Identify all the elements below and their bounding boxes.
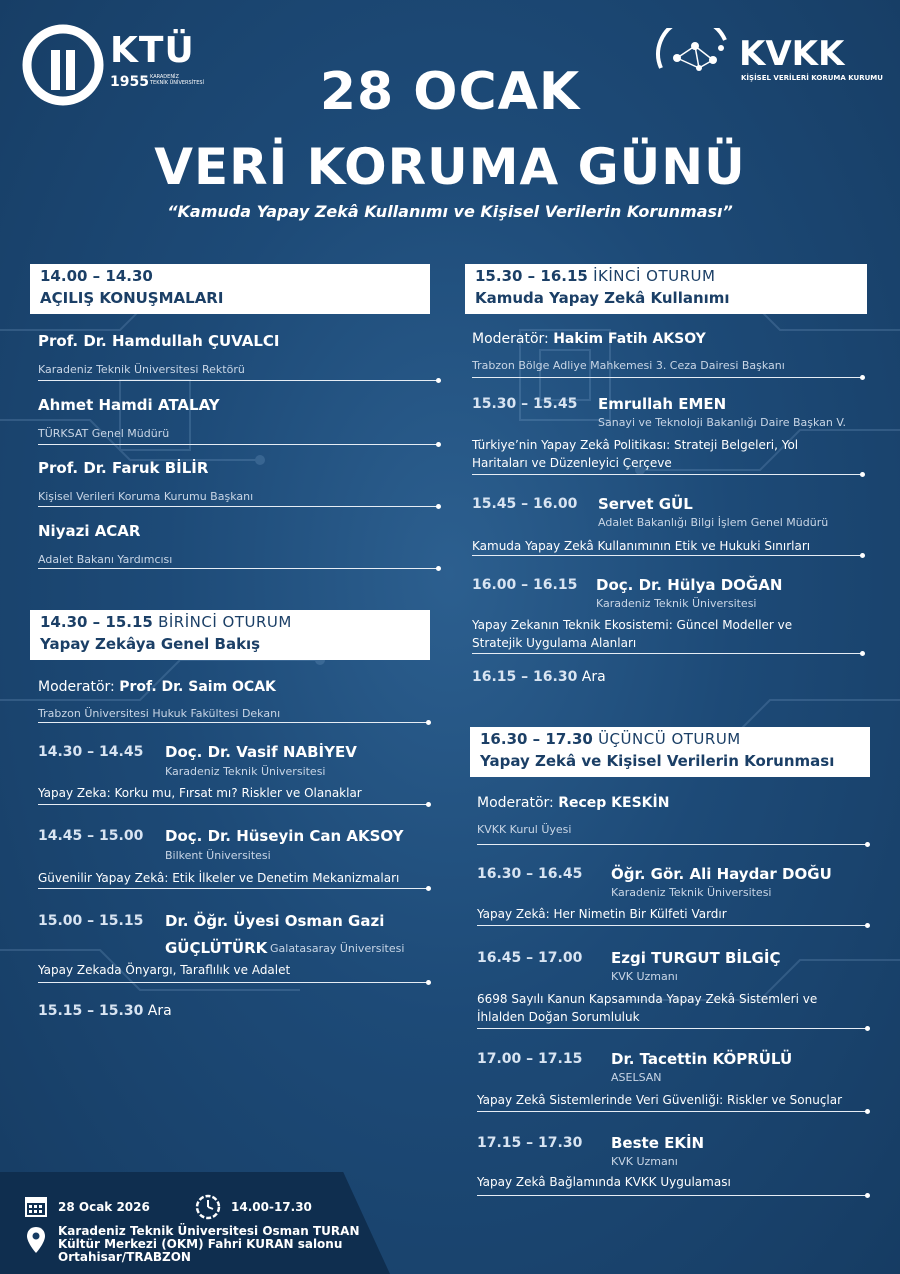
session1-break: 15.15 – 15.30 Ara: [38, 1003, 172, 1019]
location-pin-icon: [26, 1226, 46, 1254]
s3-talk1-topic: Yapay Zekâ: Her Nimetin Bir Külfeti Vardır: [477, 907, 727, 921]
s1-talk1-aff: Karadeniz Teknik Üniversitesi: [165, 765, 326, 778]
session3-header: [470, 727, 870, 777]
session2-label: İKİNCİ OTURUM: [593, 267, 716, 285]
session1-time: 14.30 – 15.15: [40, 613, 153, 631]
session3-title: Yapay Zekâ ve Kişisel Verilerin Korunması: [480, 752, 835, 770]
session2-time: 15.30 – 16.15: [475, 267, 588, 285]
opening-time: 14.00 – 14.30: [40, 267, 153, 285]
session1-title: Yapay Zekâya Genel Bakış: [40, 635, 261, 653]
s1-talk2-aff: Bilkent Üniversitesi: [165, 849, 271, 862]
calendar-icon: [24, 1194, 48, 1218]
s2-talk3-topic: Yapay Zekanın Teknik Ekosistemi: Güncel Modeller ve Stratejik Uygulama Alanları: [472, 618, 793, 650]
kvkk-subtitle: KİŞİSEL VERİLERİ KORUMA KURUMU: [741, 74, 883, 82]
s3-talk1-time: 16.30 – 16.45: [477, 866, 583, 882]
opening-title: AÇILIŞ KONUŞMALARI: [40, 289, 224, 307]
s3-talk1-speaker: Öğr. Gör. Ali Haydar DOĞU: [611, 865, 832, 883]
s1-talk1-speaker: Doç. Dr. Vasif NABİYEV: [165, 743, 357, 761]
s2-talk2-aff: Adalet Bakanlığı Bilgi İşlem Genel Müdürü: [598, 516, 829, 529]
session3-moderator-aff: KVKK Kurul Üyesi: [477, 823, 572, 836]
clock-icon: [194, 1193, 222, 1221]
s1-talk1-time: 14.30 – 14.45: [38, 744, 144, 760]
s3-talk4-speaker: Beste EKİN: [611, 1134, 705, 1152]
opening-speaker-4: Niyazi ACAR: [38, 522, 141, 540]
event-subtitle: “Kamuda Yapay Zekâ Kullanımı ve Kişisel Verilerin Korunması”: [167, 202, 733, 221]
session1-label: BİRİNCİ OTURUM: [158, 613, 292, 631]
s2-talk1-speaker: Emrullah EMEN: [598, 395, 727, 413]
divider: [38, 568, 438, 569]
divider: [38, 722, 428, 723]
divider: [38, 380, 438, 381]
divider: [477, 844, 867, 845]
s3-talk4-time: 17.15 – 17.30: [477, 1135, 583, 1151]
divider: [472, 653, 862, 654]
s3-talk2-aff: KVK Uzmanı: [611, 970, 678, 983]
session3-moderator: Moderatör: Recep KESKİN: [477, 795, 670, 811]
s2-talk2-time: 15.45 – 16.00: [472, 496, 578, 512]
s3-talk2-time: 16.45 – 17.00: [477, 950, 583, 966]
divider: [38, 506, 438, 507]
s1-talk3-speaker: Dr. Öğr. Üyesi Osman Gazi: [165, 912, 385, 930]
divider: [477, 925, 867, 926]
session3-label: ÜÇÜNCÜ OTURUM: [598, 730, 741, 748]
s2-talk1-time: 15.30 – 15.45: [472, 396, 578, 412]
divider: [38, 804, 428, 805]
s2-talk1-topic: Türkiye’nin Yapay Zekâ Politikası: Strateji Belgeleri, Yol Haritaları ve Düzenleyici Çerçeve: [472, 438, 799, 470]
kvkk-name: KVKK: [739, 34, 845, 74]
session2-moderator: Moderatör: Hakim Fatih AKSOY: [472, 331, 706, 347]
session2-moderator-aff: Trabzon Bölge Adliye Mahkemesi 3. Ceza Dairesi Başkanı: [472, 359, 785, 372]
ktu-name: KTÜ: [110, 30, 195, 71]
s3-talk1-aff: Karadeniz Teknik Üniversitesi: [611, 886, 772, 899]
s3-talk3-time: 17.00 – 17.15: [477, 1051, 583, 1067]
footer-date: 28 Ocak 2026: [58, 1200, 150, 1214]
s3-talk3-topic: Yapay Zekâ Sistemlerinde Veri Güvenliği: Riskler ve Sonuçlar: [477, 1093, 843, 1107]
divider: [477, 1028, 867, 1029]
session1-moderator: Moderatör: Prof. Dr. Saim OCAK: [38, 679, 276, 695]
s1-talk2-speaker: Doç. Dr. Hüseyin Can AKSOY: [165, 827, 404, 845]
divider: [38, 982, 428, 983]
session1-moderator-aff: Trabzon Üniversitesi Hukuk Fakültesi Dekanı: [38, 707, 281, 720]
s1-talk3-aff: Galatasaray Üniversitesi: [270, 942, 405, 955]
divider: [472, 377, 862, 378]
s2-talk3-speaker: Doç. Dr. Hülya DOĞAN: [596, 576, 783, 594]
opening-speaker-1: Prof. Dr. Hamdullah ÇUVALCI: [38, 332, 280, 350]
opening-header: [30, 264, 430, 314]
s3-talk4-topic: Yapay Zekâ Bağlamında KVKK Uygulaması: [477, 1175, 731, 1189]
session1-header: [30, 610, 430, 660]
s3-talk4-aff: KVK Uzmanı: [611, 1155, 678, 1168]
s2-talk3-aff: Karadeniz Teknik Üniversitesi: [596, 597, 757, 610]
divider: [477, 1111, 867, 1112]
session3-time: 16.30 – 17.30: [480, 730, 593, 748]
s3-talk2-topic: 6698 Sayılı Kanun Kapsamında Yapay Zekâ Sistemleri ve İhlalden Doğan Sorumluluk: [477, 992, 818, 1024]
opening-speaker-2: Ahmet Hamdi ATALAY: [38, 396, 220, 414]
title-date: 28 OCAK: [319, 62, 581, 122]
session2-break: 16.15 – 16.30 Ara: [472, 669, 606, 685]
divider: [477, 1195, 867, 1196]
s1-talk1-topic: Yapay Zeka: Korku mu, Fırsat mı? Riskler ve Olanaklar: [38, 786, 362, 800]
opening-aff-2: TÜRKSAT Genel Müdürü: [38, 427, 170, 440]
ktu-year: 1955: [110, 74, 149, 90]
title-event: VERİ KORUMA GÜNÜ: [154, 138, 746, 196]
s3-talk3-speaker: Dr. Tacettin KÖPRÜLÜ: [611, 1050, 793, 1068]
s3-talk3-aff: ASELSAN: [611, 1071, 662, 1084]
opening-speaker-3: Prof. Dr. Faruk BİLİR: [38, 459, 209, 477]
s1-talk3-time: 15.00 – 15.15: [38, 913, 144, 929]
s2-talk1-aff: Sanayi ve Teknoloji Bakanlığı Daire Başkan V.: [598, 416, 846, 429]
divider: [38, 444, 438, 445]
divider: [472, 555, 862, 556]
session2-header: [465, 264, 867, 314]
opening-aff-1: Karadeniz Teknik Üniversitesi Rektörü: [38, 363, 245, 376]
s1-talk3-topic: Yapay Zekada Önyargı, Taraflılık ve Adalet: [38, 963, 291, 977]
s2-talk2-topic: Kamuda Yapay Zekâ Kullanımının Etik ve Hukuki Sınırları: [472, 539, 811, 553]
divider: [38, 888, 428, 889]
opening-aff-3: Kişisel Verileri Koruma Kurumu Başkanı: [38, 490, 254, 503]
footer-hours: 14.00-17.30: [231, 1200, 312, 1214]
s2-talk2-speaker: Servet GÜL: [598, 495, 693, 513]
footer-venue: Karadeniz Teknik Üniversitesi Osman TURAN Kültür Merkezi (OKM) Fahri KURAN salonu Ortahisar/TRABZON: [58, 1224, 360, 1264]
s1-talk2-topic: Güvenilir Yapay Zekâ: Etik İlkeler ve Denetim Mekanizmaları: [38, 871, 400, 885]
session2-title: Kamuda Yapay Zekâ Kullanımı: [475, 289, 730, 307]
ktu-subtitle: KARADENİZ TEKNİK ÜNİVERSİTESİ: [150, 74, 205, 86]
s1-talk3-speaker-cont: GÜÇLÜTÜRK: [165, 939, 268, 957]
s2-talk3-time: 16.00 – 16.15: [472, 577, 578, 593]
s3-talk2-speaker: Ezgi TURGUT BİLGİÇ: [611, 949, 781, 967]
divider: [472, 474, 862, 475]
opening-aff-4: Adalet Bakanı Yardımcısı: [38, 553, 173, 566]
s1-talk2-time: 14.45 – 15.00: [38, 828, 144, 844]
